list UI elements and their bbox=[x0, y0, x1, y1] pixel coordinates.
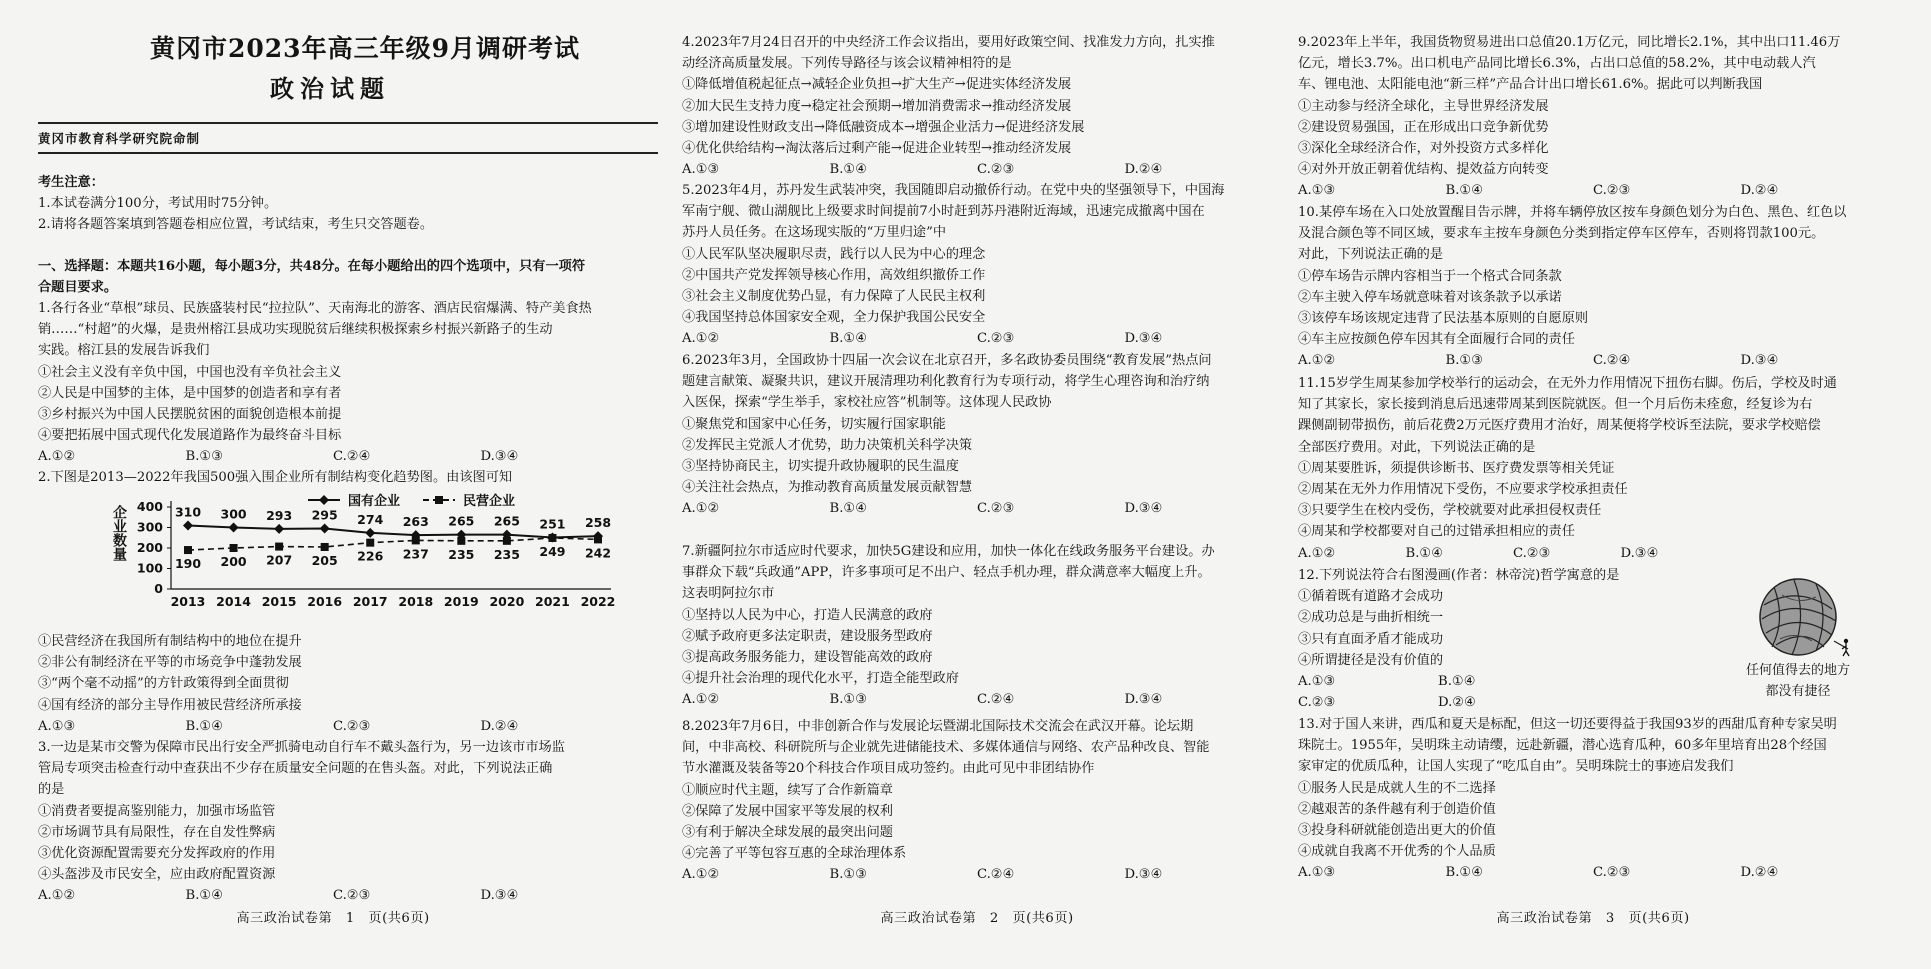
data-point-diamond bbox=[229, 523, 239, 533]
option-d[interactable]: D.②④ bbox=[1740, 183, 1779, 199]
note-item: 1.本试卷满分100分，考试用时75分钟。 bbox=[38, 196, 278, 212]
data-label: 242 bbox=[584, 545, 612, 561]
option-a[interactable]: A.①② bbox=[682, 867, 720, 883]
statement: ④要把拓展中国式现代化发展道路作为最终奋斗目标 bbox=[38, 428, 342, 444]
statement: ②人民是中国梦的主体，是中国梦的创造者和享有者 bbox=[38, 385, 342, 401]
data-point-square bbox=[503, 537, 511, 545]
question-stem: 11.15岁学生周某参加学校举行的运动会，在无外力作用情况下扭伤右脚。伤后，学校及时通 bbox=[1298, 376, 1837, 391]
option-c[interactable]: C.②③ bbox=[333, 888, 371, 904]
question-1 bbox=[38, 298, 628, 468]
option-d[interactable]: D.③④ bbox=[1124, 331, 1163, 347]
statement: ③深化全球经济合作，对外投资方式多样化 bbox=[1298, 141, 1549, 157]
option-a[interactable]: A.①② bbox=[1298, 545, 1336, 561]
question-stem: 2.下图是2013—2022年我国500强入围企业所有制结构变化趋势图。由该图可知 bbox=[38, 470, 513, 485]
statement: ①坚持以人民为中心，打造人民满意的政府 bbox=[682, 607, 933, 623]
answer-options bbox=[682, 864, 1272, 885]
option-b[interactable]: B.①③ bbox=[829, 867, 868, 883]
question-stem: 1.各行各业“草根”球员、民族盛装村民“拉拉队”、天南海北的游客、酒店民宿爆满、特产美食热 bbox=[38, 301, 592, 316]
data-point-square bbox=[184, 546, 192, 554]
data-label: 235 bbox=[493, 546, 520, 562]
question-stem: 4.2023年7月24日召开的中央经济工作会议指出，要用好政策空间、找准发力方向，扎实推 bbox=[682, 35, 1215, 50]
data-point-square bbox=[230, 544, 238, 552]
question-stem: 苏丹人员任务。在这场现实版的“万里归途”中 bbox=[682, 225, 947, 241]
question-stem: 亿元，增长3.7%。出口机电产品同比增长6.3%，占出口总值的58.2%，其中电动载人汽 bbox=[1298, 56, 1816, 72]
statement: ④完善了平等包容互惠的全球治理体系 bbox=[682, 846, 907, 862]
question-stem: 9.2023年上半年，我国货物贸易进出口总值20.1万亿元，同比增长2.1%，其中出口11.46万 bbox=[1298, 35, 1841, 50]
option-a[interactable]: A.①② bbox=[1298, 353, 1336, 369]
question-8 bbox=[682, 716, 1272, 886]
question-stem: 12.下列说法符合右图漫画(作者：林帝浣)哲学寓意的是 bbox=[1298, 568, 1620, 583]
data-label: 265 bbox=[448, 513, 475, 529]
option-c[interactable]: C.②③ bbox=[977, 331, 1015, 347]
x-tick-label: 2013 bbox=[170, 594, 206, 609]
data-label: 263 bbox=[402, 514, 429, 530]
page-2 bbox=[682, 0, 1272, 969]
statement: ②保障了发展中国家平等发展的权利 bbox=[682, 803, 893, 819]
option-c[interactable]: C.②③ bbox=[1593, 865, 1631, 881]
option-a[interactable]: A.①③ bbox=[682, 162, 720, 178]
statement: ④所谓捷径是没有价值的 bbox=[1298, 652, 1444, 668]
option-b[interactable]: B.①③ bbox=[829, 692, 868, 708]
data-label: 251 bbox=[539, 516, 566, 532]
option-d[interactable]: D.②④ bbox=[1740, 865, 1779, 881]
y-tick-label: 300 bbox=[136, 519, 163, 535]
statement: ②市场调节具有局限性，存在自发性弊病 bbox=[38, 824, 276, 840]
data-label: 237 bbox=[402, 546, 429, 562]
data-point-diamond bbox=[365, 528, 375, 538]
question-7 bbox=[682, 541, 1272, 711]
legend-marker bbox=[435, 496, 443, 504]
question-stem: 家审定的优质瓜种，让国人实现了“吃瓜自由”。吴明珠院士的事迹启发我们 bbox=[1298, 759, 1734, 775]
option-a[interactable]: A.①③ bbox=[1298, 674, 1336, 690]
data-point-square bbox=[548, 534, 556, 542]
statement: ④成就自我离不开优秀的个人品质 bbox=[1298, 844, 1496, 860]
question-stem: 知了其家长，家长接到消息后迅速带周某到医院就医。但一个月后伤未痊愈，经复诊为右 bbox=[1298, 397, 1813, 413]
statement: ③坚持协商民主，切实提升政协履职的民生温度 bbox=[682, 459, 959, 475]
y-tick-label: 400 bbox=[136, 499, 163, 514]
answer-options bbox=[38, 446, 628, 467]
option-c[interactable]: C.②④ bbox=[333, 449, 371, 465]
statement: ③有利于解决全球发展的最突出问题 bbox=[682, 825, 893, 841]
data-point-square bbox=[457, 537, 465, 545]
question-stem: 销……“村超”的火爆，是贵州榕江县成功实现脱贫后继续积极探索乡村振兴新路子的生动 bbox=[38, 322, 553, 338]
question-2-statements bbox=[38, 631, 628, 737]
statement: ④关注社会热点，为推动教育高质量发展贡献智慧 bbox=[682, 480, 973, 496]
statement: ④我国坚持总体国家安全观，全力保护我国公民安全 bbox=[682, 310, 986, 326]
data-point-diamond bbox=[274, 524, 284, 534]
question-12 bbox=[1298, 565, 1718, 713]
option-b[interactable]: B.①④ bbox=[829, 162, 868, 178]
answer-options bbox=[682, 328, 1272, 349]
question-9 bbox=[1298, 32, 1888, 202]
x-tick-label: 2014 bbox=[216, 594, 251, 609]
statement: ①周某要胜诉，须提供诊断书、医疗费发票等相关凭证 bbox=[1298, 460, 1615, 476]
option-d[interactable]: D.③④ bbox=[1124, 867, 1163, 883]
answer-options bbox=[682, 159, 1272, 180]
statement: ①社会主义没有辛负中国，中国也没有辛负社会主义 bbox=[38, 364, 342, 380]
y-tick-label: 200 bbox=[136, 540, 163, 555]
option-d[interactable]: D.③④ bbox=[480, 449, 519, 465]
question-stem: 珠院士。1955年，吴明珠主动请缨，远赴新疆，潜心选育瓜种，60多年里培育出28个经国 bbox=[1298, 738, 1827, 754]
data-label: 200 bbox=[220, 554, 247, 569]
option-d[interactable]: D.③④ bbox=[480, 888, 519, 904]
question-11 bbox=[1298, 373, 1888, 564]
chart-ylabel bbox=[110, 505, 132, 566]
exam-subtitle: 政治试题 bbox=[270, 74, 390, 103]
question-stem: 题建言献策、凝聚共识，建议开展清理功利化教育行为专项行动，将学生心理咨询和治疗纳 bbox=[682, 374, 1210, 390]
data-point-square bbox=[366, 539, 374, 547]
option-d[interactable]: D.②④ bbox=[1438, 695, 1476, 711]
data-label: 235 bbox=[448, 546, 475, 562]
statement: ③社会主义制度优势凸显，有力保障了人民民主权利 bbox=[682, 289, 986, 305]
option-c[interactable]: C.②④ bbox=[977, 692, 1015, 708]
header-rule-top bbox=[38, 122, 658, 124]
legend-marker bbox=[319, 495, 329, 505]
chart-ylabel-text: 企业数量 bbox=[111, 505, 127, 561]
option-b[interactable]: B.①④ bbox=[185, 718, 224, 734]
answer-options bbox=[38, 716, 628, 737]
data-point-square bbox=[412, 536, 420, 544]
statement: ②加大民生支持力度→稳定社会预期→增加消费需求→推动经济发展 bbox=[682, 98, 1072, 114]
question-stem: 8.2023年7月6日，中非创新合作与发展论坛暨湖北国际技术交流会在武汉开幕。论坛期 bbox=[682, 719, 1194, 734]
option-b[interactable]: B.①④ bbox=[1445, 183, 1484, 199]
question-5 bbox=[682, 180, 1272, 350]
statement: ④周某和学校都要对自己的过错承担相应的责任 bbox=[1298, 524, 1575, 540]
statement: ④车主应按颜色停车因其有全面履行合同的责任 bbox=[1298, 332, 1575, 348]
data-label: 265 bbox=[493, 513, 520, 529]
statement: ④提升社会治理的现代化水平，打造全能型政府 bbox=[682, 671, 959, 687]
option-c[interactable]: C.②③ bbox=[977, 162, 1015, 178]
question-stem: 及混合颜色等不同区域，要求车主按车身颜色分类到指定停车区停车，否则将罚款100元。 bbox=[1298, 226, 1825, 242]
data-point-diamond bbox=[183, 520, 193, 530]
statement: ①聚焦党和国家中心任务，切实履行国家职能 bbox=[682, 416, 946, 432]
question-stem: 动经济高质量发展。下列传导路径与该会议精神相符的是 bbox=[682, 56, 1012, 72]
yarn-ball-icon bbox=[1746, 575, 1856, 660]
option-b[interactable]: B.①③ bbox=[185, 449, 224, 465]
statement: ②中国共产党发挥领导核心作用，高效组织撤侨工作 bbox=[682, 267, 986, 283]
question-stem: 6.2023年3月，全国政协十四届一次会议在北京召开，多名政协委员围绕“教育发展”热点问 bbox=[682, 353, 1212, 368]
statement: ③该停车场该规定违背了民法基本原则的自愿原则 bbox=[1298, 311, 1589, 327]
statement: ②车主驶入停车场就意味着对该条款予以承诺 bbox=[1298, 289, 1562, 305]
y-tick-label: 0 bbox=[154, 581, 163, 596]
option-c[interactable]: C.②③ bbox=[1513, 545, 1551, 561]
cartoon-caption bbox=[1733, 660, 1863, 702]
statement: ③只有直面矛盾才能成功 bbox=[1298, 631, 1444, 647]
x-tick-label: 2019 bbox=[443, 594, 479, 609]
question-stem: 间，中非高校、科研院所与企业就先进储能技术、多媒体通信与网络、农产品种改良、智能 bbox=[682, 740, 1210, 756]
statement: ③提高政务服务能力，建设智能高效的政府 bbox=[682, 650, 933, 666]
page-3 bbox=[1298, 0, 1888, 969]
statement: ③乡村振兴为中国人民摆脱贫困的面貌创造根本前提 bbox=[38, 407, 342, 423]
answer-options bbox=[38, 885, 628, 906]
page-footer: 高三政治试卷第 1 页(共6页) bbox=[236, 911, 430, 926]
option-c[interactable]: C.②③ bbox=[1593, 183, 1631, 199]
statement: ③投身科研就能创造出更大的价值 bbox=[1298, 823, 1496, 839]
data-label: 295 bbox=[311, 507, 338, 523]
x-tick-label: 2022 bbox=[580, 594, 616, 609]
question-stem: 3.一边是某市交警为保障市民出行安全严抓骑电动自行车不戴头盔行为，另一边该市市场监 bbox=[38, 740, 565, 755]
statement: ③只要学生在校内受伤，学校就要对此承担侵权责任 bbox=[1298, 503, 1602, 519]
option-a[interactable]: A.①② bbox=[38, 888, 76, 904]
series-line bbox=[188, 538, 598, 550]
option-a[interactable]: A.①③ bbox=[1298, 865, 1336, 881]
question-10 bbox=[1298, 202, 1888, 372]
exam-notes bbox=[38, 172, 628, 236]
question-6 bbox=[682, 350, 1272, 520]
data-point-diamond bbox=[320, 524, 330, 534]
question-stem: 的是 bbox=[38, 782, 65, 798]
question-13 bbox=[1298, 714, 1888, 884]
cartoon-caption-line: 都没有捷径 bbox=[1765, 684, 1831, 699]
statement: ④国有经济的部分主导作用被民营经济所承接 bbox=[38, 697, 302, 713]
statement: ①服务人民是成就人生的不二选择 bbox=[1298, 780, 1496, 796]
answer-options bbox=[1298, 862, 1888, 883]
yarn-ball-cartoon bbox=[1736, 575, 1866, 660]
answer-options bbox=[682, 498, 1272, 519]
data-label: 274 bbox=[357, 511, 384, 527]
question-stem: 5.2023年4月，苏丹发生武装冲突，我国随即启动撤侨行动。在党中央的坚强领导下，中国海 bbox=[682, 183, 1225, 198]
data-label: 300 bbox=[220, 506, 247, 522]
option-a[interactable]: A.①② bbox=[682, 692, 720, 708]
question-stem: 实践。榕江县的发展告诉我们 bbox=[38, 343, 210, 359]
question-stem: 军南宁舰、微山湖舰比上级要求时间提前7小时赶到苏丹港附近海域，迅速完成撤离中国在 bbox=[682, 204, 1205, 220]
data-label: 226 bbox=[357, 548, 384, 564]
question-2 bbox=[38, 467, 628, 488]
option-d[interactable]: D.③④ bbox=[1620, 545, 1659, 561]
question-stem: 管局专项突击检查行动中查获出不少存在质量安全问题的在售头盔。对此，下列说法正确 bbox=[38, 761, 553, 777]
statement: ①消费者要提高鉴别能力，加强市场监管 bbox=[38, 803, 276, 819]
option-b[interactable]: B.①③ bbox=[1445, 353, 1484, 369]
data-label: 205 bbox=[311, 552, 338, 568]
option-c[interactable]: C.②④ bbox=[1593, 353, 1631, 369]
statement: ③增加建设性财政支出→降低融资成本→增强企业活力→促进经济发展 bbox=[682, 119, 1085, 135]
notes-heading: 考生注意： bbox=[38, 175, 104, 190]
answer-options bbox=[1298, 180, 1888, 201]
series-line bbox=[188, 525, 598, 537]
statement: ③“两个毫不动摇”的方针政策得到全面贯彻 bbox=[38, 676, 289, 692]
answer-options bbox=[682, 689, 1272, 710]
statement: ①顺应时代主题，续写了合作新篇章 bbox=[682, 782, 893, 798]
option-c[interactable]: C.②③ bbox=[333, 718, 371, 734]
option-a[interactable]: A.①② bbox=[682, 331, 720, 347]
statement: ①停车场告示牌内容相当于一个格式合同条款 bbox=[1298, 268, 1562, 284]
page-1 bbox=[38, 0, 628, 969]
x-tick-label: 2021 bbox=[535, 594, 570, 609]
statement: ②非公有制经济在平等的市场竞争中蓬勃发展 bbox=[38, 655, 302, 671]
question-stem: 对此，下列说法正确的是 bbox=[1298, 247, 1444, 263]
data-label: 207 bbox=[266, 552, 293, 568]
answer-options bbox=[1298, 350, 1888, 371]
data-point-square bbox=[594, 535, 602, 543]
option-d[interactable]: D.②④ bbox=[480, 718, 519, 734]
answer-options bbox=[1298, 543, 1728, 564]
option-a[interactable]: A.①③ bbox=[1298, 183, 1336, 199]
option-b[interactable]: B.①④ bbox=[185, 888, 224, 904]
data-label: 310 bbox=[174, 504, 202, 520]
legend-label: 民营企业 bbox=[463, 494, 516, 509]
option-d[interactable]: D.③④ bbox=[1740, 353, 1779, 369]
statement: ②发挥民主党派人才优势，助力决策机关科学决策 bbox=[682, 437, 973, 453]
statement: ②越艰苦的条件越有利于创造价值 bbox=[1298, 801, 1496, 817]
question-stem: 10.某停车场在入口处放置醒目告示牌，并将车辆停放区按车身颜色划分为白色、黑色、红色以 bbox=[1298, 205, 1847, 220]
question-stem: 节水灌溉及装备等20个科技合作项目成功签约。由此可见中非团结协作 bbox=[682, 761, 1095, 777]
option-a[interactable]: A.①③ bbox=[38, 718, 76, 734]
option-d[interactable]: D.②④ bbox=[1124, 162, 1163, 178]
option-c[interactable]: C.②④ bbox=[977, 867, 1015, 883]
question-stem: 全部医疗费用。对此，下列说法正确的是 bbox=[1298, 439, 1536, 455]
option-b[interactable]: B.①④ bbox=[1405, 545, 1444, 561]
statement: ①人民军队坚决履职尽责，践行以人民为中心的理念 bbox=[682, 246, 986, 262]
option-c[interactable]: C.②③ bbox=[977, 501, 1015, 517]
exam-title: 黄冈市2023年高三年级9月调研考试 bbox=[150, 34, 580, 63]
question-stem: 7.新疆阿拉尔市适应时代要求，加快5G建设和应用，加快一体化在线政务服务平台建设。办 bbox=[682, 544, 1215, 559]
option-b[interactable]: B.①④ bbox=[1438, 674, 1476, 690]
cartoon-caption-line: 任何值得去的地方 bbox=[1745, 663, 1850, 678]
answer-options bbox=[1298, 671, 1578, 692]
option-b[interactable]: B.①④ bbox=[1445, 865, 1484, 881]
question-3 bbox=[38, 737, 628, 907]
statement: ④对外开放正朝着优结构、提效益方向转变 bbox=[1298, 162, 1549, 178]
x-tick-label: 2017 bbox=[352, 594, 388, 609]
question-stem: 踝侧副韧带损伤，前后花费2万元医疗费用才治好，周某便将学校诉至法院，要求学校赔偿 bbox=[1298, 418, 1821, 434]
statement: ①民营经济在我国所有制结构中的地位在提升 bbox=[38, 634, 302, 649]
option-d[interactable]: D.③④ bbox=[1124, 692, 1163, 708]
option-a[interactable]: A.①② bbox=[38, 449, 76, 465]
ownership-trend-chart bbox=[98, 489, 658, 619]
option-b[interactable]: B.①④ bbox=[829, 501, 868, 517]
statement: ②成功总是与曲折相统一 bbox=[1298, 610, 1444, 626]
statement: ③优化资源配置需要充分发挥政府的作用 bbox=[38, 846, 276, 862]
section-1-heading: 一、选择题：本题共16小题，每小题3分，共48分。在每小题给出的四个选项中，只有一项符 合题目要求。 bbox=[38, 259, 586, 296]
answer-options bbox=[1298, 692, 1578, 713]
data-label: 190 bbox=[174, 556, 202, 572]
option-d[interactable]: D.③④ bbox=[1124, 501, 1163, 517]
question-stem: 车、锂电池、太阳能电池“新三样”产品合计出口增长61.6%。据此可以判断我国 bbox=[1298, 77, 1763, 93]
statement: ②周某在无外力作用情况下受伤，不应要求学校承担责任 bbox=[1298, 482, 1628, 498]
statement: ①循着既有道路才会成功 bbox=[1298, 589, 1444, 605]
question-4 bbox=[682, 32, 1272, 180]
statement: ①主动参与经济全球化，主导世界经济发展 bbox=[1298, 98, 1549, 114]
data-point-square bbox=[321, 543, 329, 551]
x-tick-label: 2015 bbox=[261, 594, 297, 609]
header-rule-bottom bbox=[38, 152, 658, 154]
option-b[interactable]: B.①④ bbox=[829, 331, 868, 347]
data-label: 258 bbox=[584, 515, 612, 531]
statement: ④优化供给结构→淘汰落后过剩产能→促进企业转型→推动经济发展 bbox=[682, 141, 1072, 157]
question-stem: 13.对于国人来讲，西瓜和夏天是标配，但这一切还要得益于我国93岁的西甜瓜育种专家吴明 bbox=[1298, 717, 1837, 732]
statement: ②建设贸易强国，正在形成出口竞争新优势 bbox=[1298, 119, 1549, 135]
x-tick-label: 2016 bbox=[307, 594, 343, 609]
data-point-square bbox=[275, 543, 283, 551]
page-footer: 高三政治试卷第 3 页(共6页) bbox=[1496, 911, 1690, 926]
y-tick-label: 100 bbox=[136, 560, 163, 576]
page-footer: 高三政治试卷第 2 页(共6页) bbox=[880, 911, 1074, 926]
data-label: 249 bbox=[539, 543, 566, 559]
statement: ②赋予政府更多法定职责，建设服务型政府 bbox=[682, 628, 933, 644]
data-label: 293 bbox=[266, 507, 293, 523]
x-tick-label: 2018 bbox=[398, 594, 434, 609]
publisher: 黄冈市教育科学研究院命制 bbox=[38, 131, 201, 146]
option-a[interactable]: A.①② bbox=[682, 501, 720, 517]
option-c[interactable]: C.②③ bbox=[1298, 695, 1336, 711]
question-stem: 入医保，探索“学生举手，家校社应答”机制等。这体现人民政协 bbox=[682, 395, 1052, 411]
question-stem: 事群众下载“兵政通”APP，许多事项可足不出户、轻点手机办理，群众满意率大幅度上升。 bbox=[682, 565, 1211, 581]
statement: ①降低增值税起征点→减轻企业负担→扩大生产→促进实体经济发展 bbox=[682, 77, 1072, 93]
question-stem: 这表明阿拉尔市 bbox=[682, 586, 775, 602]
legend-label: 国有企业 bbox=[348, 494, 401, 509]
x-tick-label: 2020 bbox=[489, 594, 525, 609]
note-item: 2.请将各题答案填到答题卷相应位置，考试结束，考生只交答题卷。 bbox=[38, 217, 434, 233]
statement: ④头盔涉及市民安全，应由政府配置资源 bbox=[38, 867, 276, 883]
